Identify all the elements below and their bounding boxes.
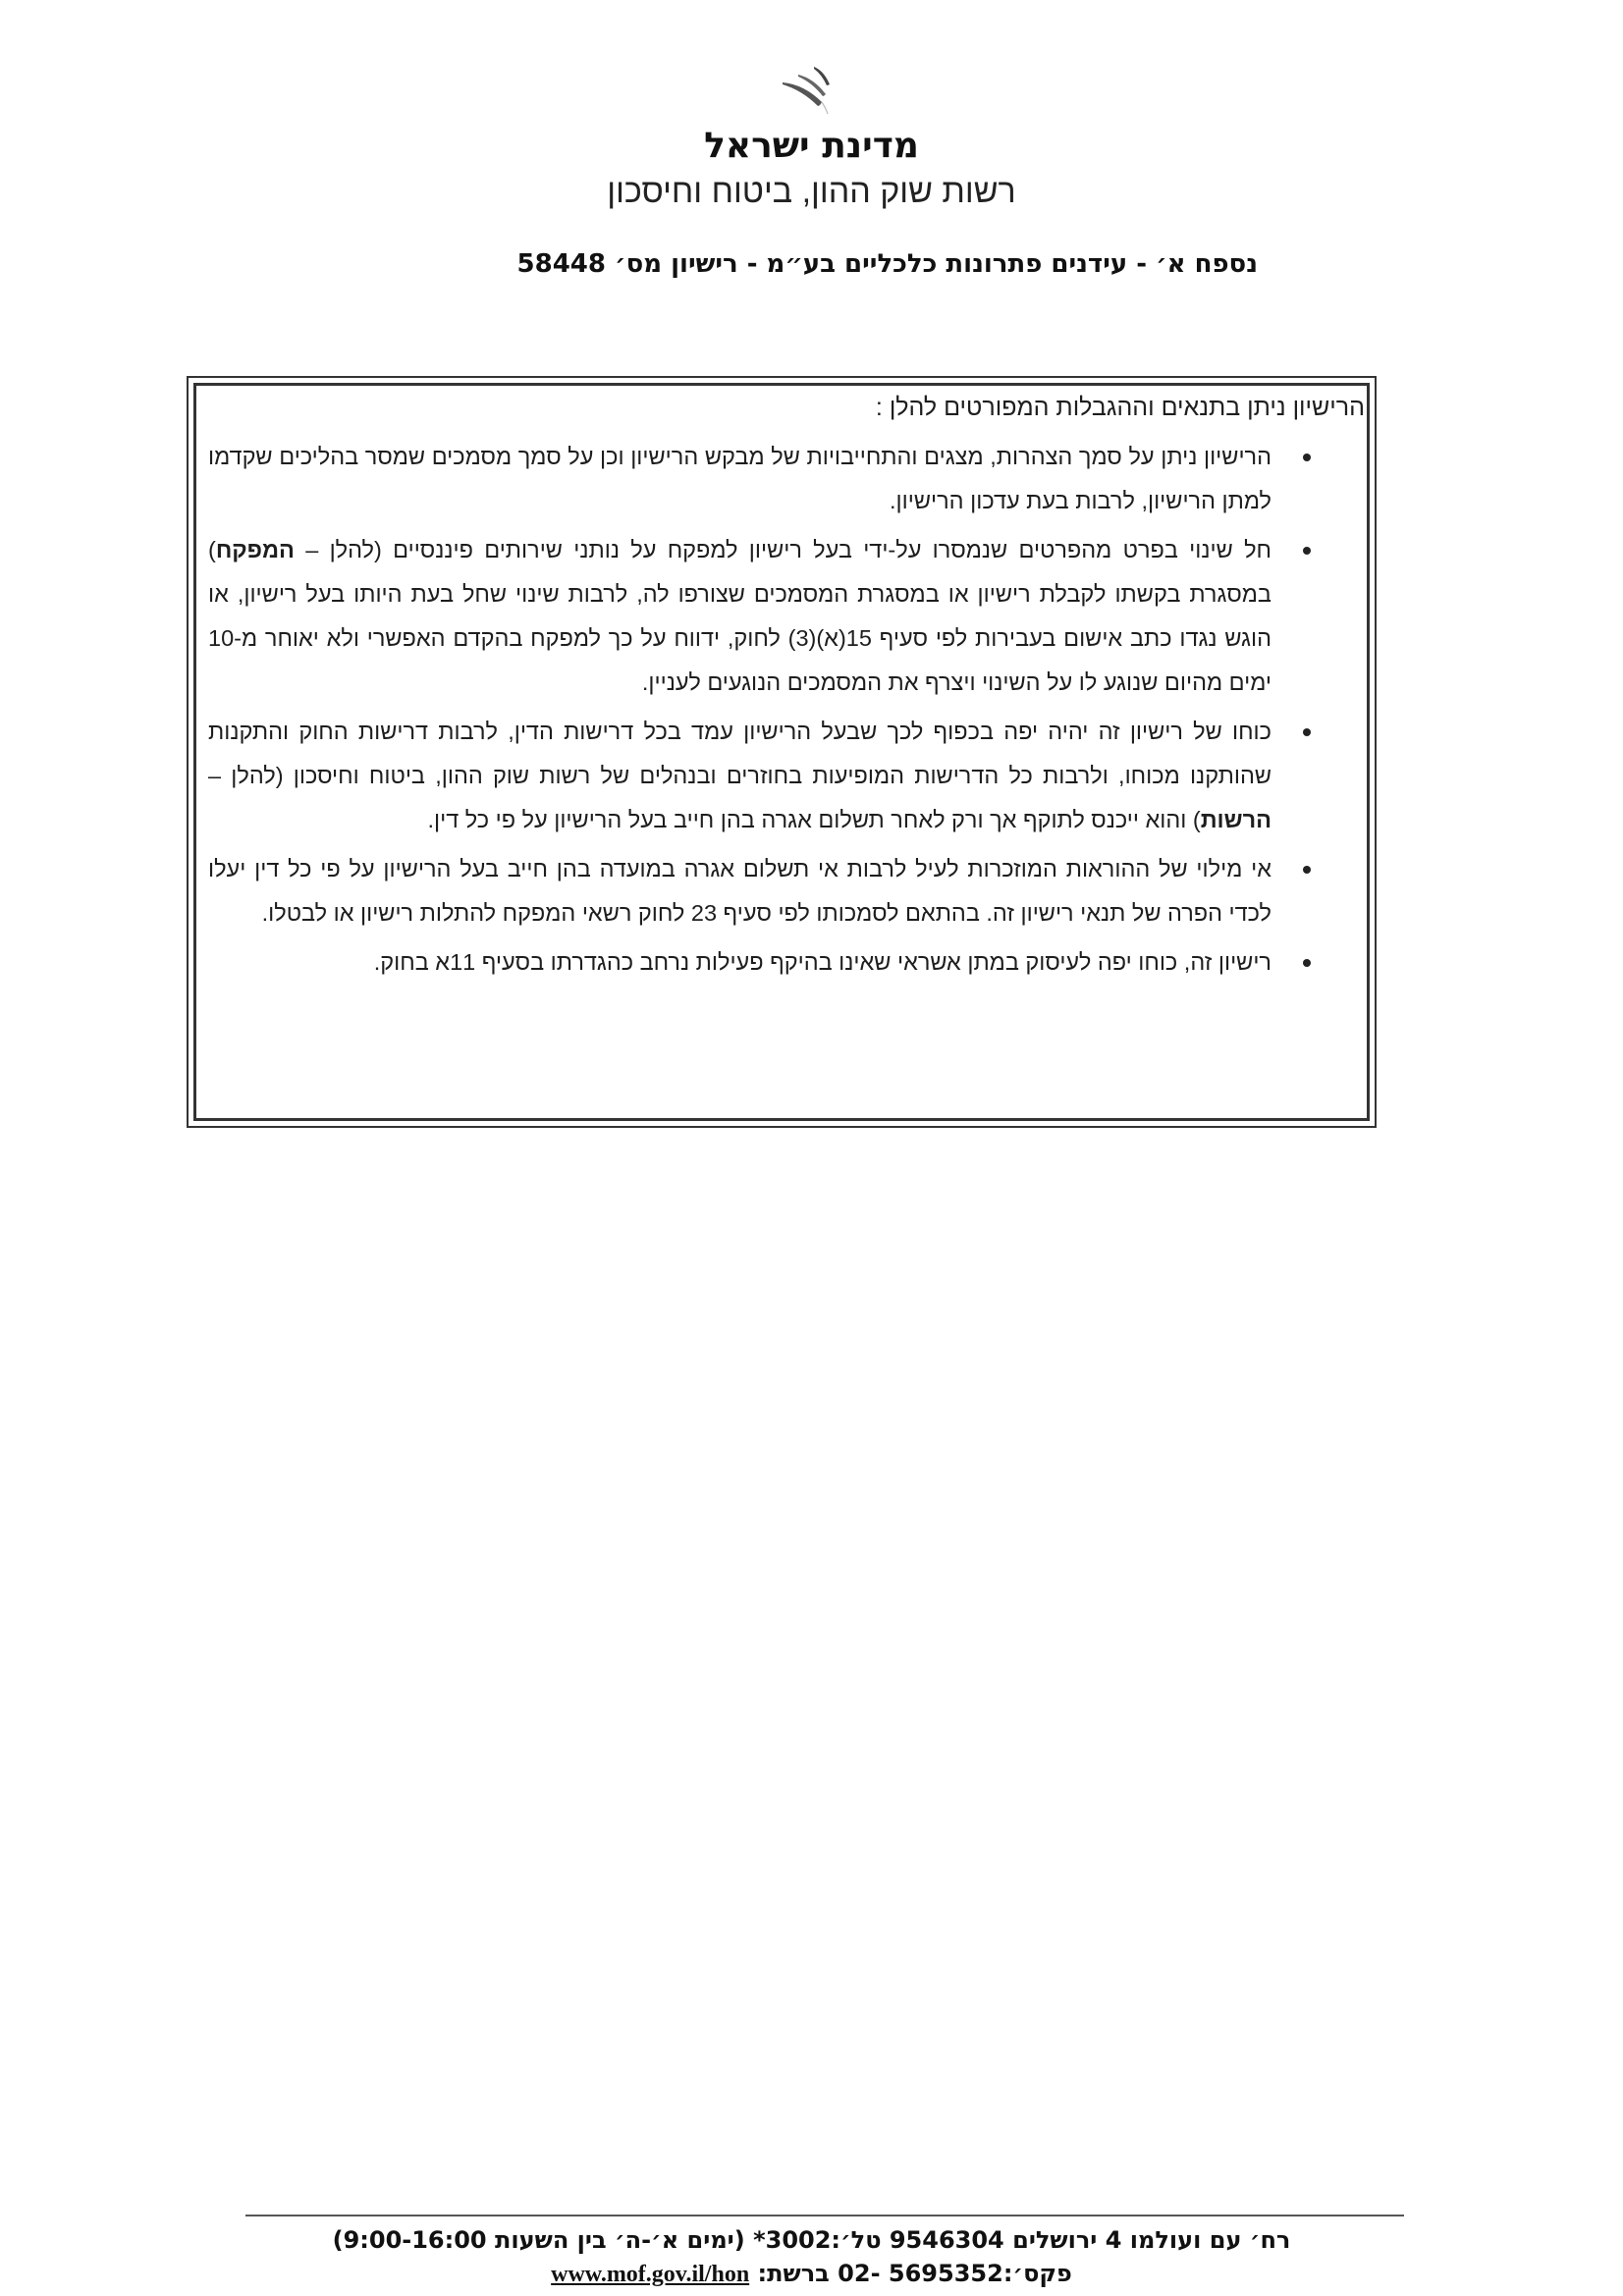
condition-term-authority: הרשות (1200, 807, 1271, 832)
condition-text-post: ) במסגרת בקשתו לקבלת רישיון או במסגרת המסמכים שצורפו לה, לרבות שינוי שחל בעת היותו בעל רישיון, או הוגש נגדו כתב אישום בעבירות לפי סעיף 15(א)(3) לחוק, ידווח על כך למפקח בהקדם האפשרי ולא יאוחר מ-10 ימים מהיום שנוגע לו על השינוי ויצרף את המסמכים הנוגעים לעניין. (208, 537, 1271, 695)
condition-item (208, 847, 1365, 935)
conditions-intro: הרישיון ניתן בתנאים וההגבלות המפורטים להלן : (875, 394, 1365, 421)
conditions-box (187, 376, 1377, 1128)
condition-text: רישיון זה, כוחו יפה לעיסוק במתן אשראי שאינו בהיקף פעילות נרחב כהגדרתו בסעיף 11א בחוק. (373, 949, 1271, 975)
authority-title: רשות שוק ההון, ביטוח וחיסכון (607, 173, 1016, 210)
condition-term-supervisor: המפקח (215, 537, 295, 562)
appendix-title: נספח א׳ - עידנים פתרונות כלכליים בע״מ - רישיון מס׳ 58448 (516, 249, 1258, 279)
conditions-list (208, 435, 1365, 985)
condition-item (208, 940, 1365, 985)
footer-fax: פקס׳:5695352 -02 ברשת: (749, 2260, 1072, 2287)
footer-contact (0, 2260, 1623, 2288)
bullet-icon (1303, 454, 1311, 461)
bullet-icon (1303, 547, 1311, 555)
condition-text-pre: חל שינוי בפרט מהפרטים שנמסרו על-ידי בעל רישיון למפקח על נותני שירותים פיננסיים (להלן – (294, 537, 1271, 562)
condition-item (208, 528, 1365, 705)
condition-text: אי מילוי של ההוראות המוזכרות לעיל לרבות אי תשלום אגרה במועדה בהן חייב בעל הרישיון על פי כל דין יעלו לכדי הפרה של תנאי רישיון זה. בהתאם לסמכותו לפי סעיף 23 לחוק רשאי המפקח להתלות רישיון או לבטלו. (208, 856, 1271, 926)
condition-text-pre: כוחו של רישיון זה יהיה יפה בכפוף לכך שבעל הרישיון עמד בכל דרישות הדין, לרבות דרישות החוק והתקנות שהותקנו מכוחו, ולרבות כל הדרישות המופיעות בחוזרים ובנהלים של רשות שוק ההון, ביטוח וחיסכון (להלן – (208, 719, 1271, 788)
footer-divider (245, 2215, 1404, 2216)
condition-text: הרישיון ניתן על סמך הצהרות, מצגים והתחייבויות של מבקש הרישיון וכן על סמך מסמכים שמסר בהליכים שקדמו למתן הרישיון, לרבות בעת עדכון הרישיון. (208, 444, 1271, 513)
emblem-stripes-icon (781, 63, 839, 118)
footer-address: רח׳ עם ועולמו 4 ירושלים 9546304 טל׳:3002* (ימים א׳-ה׳ בין השעות 9:00-16:00) (332, 2226, 1291, 2254)
condition-item (208, 710, 1365, 842)
bullet-icon (1303, 866, 1311, 874)
condition-text-post: ) והוא ייכנס לתוקף אך ורק לאחר תשלום אגרה בהן חייב בעל הרישיון על פי כל דין. (427, 807, 1201, 832)
condition-item (208, 435, 1365, 523)
conditions-content (208, 388, 1365, 989)
website-link[interactable]: www.mof.gov.il/hon (551, 2262, 750, 2287)
bullet-icon (1303, 728, 1311, 736)
country-title: מדינת ישראל (704, 126, 919, 166)
bullet-icon (1303, 959, 1311, 967)
